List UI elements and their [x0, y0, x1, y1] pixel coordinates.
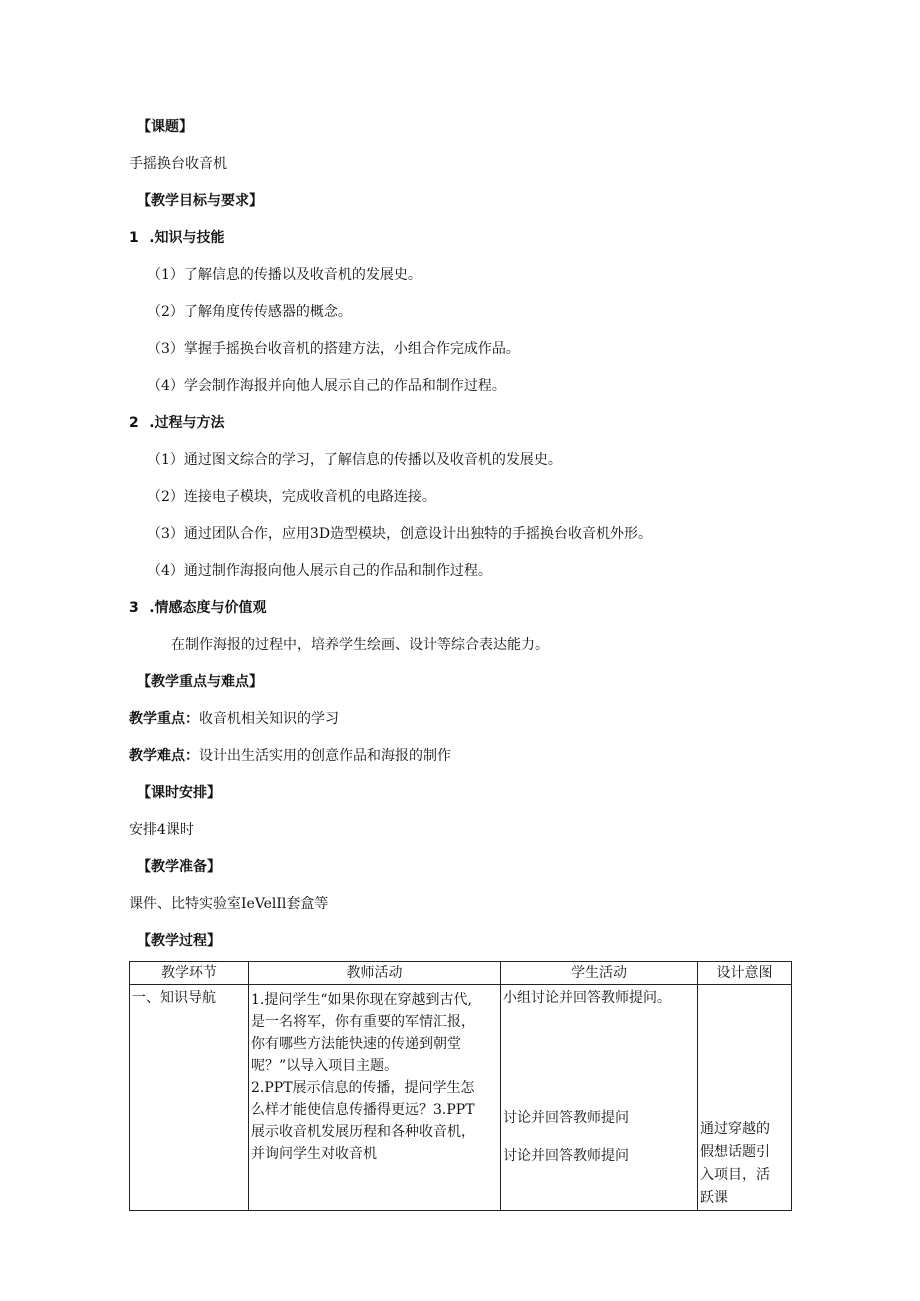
prep-text: 课件、比特实验室IeVelIl套盒等	[129, 896, 329, 912]
stage-cell	[130, 985, 249, 1211]
section1-item-4: （4）学会制作海报并向他人展示自己的作品和制作过程。	[147, 378, 506, 394]
section1-item-1: （1）了解信息的传播以及收音机的发展史。	[147, 267, 422, 283]
teacher-line: 2.PPT展示信息的传播，提问学生怎	[251, 1080, 475, 1096]
teacher-line: 你有哪些方法能快速的传递到朝堂	[251, 1036, 461, 1052]
process-table	[129, 961, 792, 1211]
difficult-point-label: 教学难点：	[129, 748, 199, 764]
intent-line: 跃课	[700, 1190, 728, 1206]
key-point	[129, 710, 339, 728]
schedule-heading: 【课时安排】	[137, 785, 221, 801]
key-point-text: 收音机相关知识的学习	[199, 711, 339, 727]
difficult-point-text: 设计出生活实用的创意作品和海报的制作	[199, 748, 451, 764]
intent-line: 假想话题引	[700, 1144, 770, 1160]
process-heading: 【教学过程】	[137, 933, 221, 949]
intent-line: 入项目，活	[700, 1167, 770, 1183]
key-point-label: 教学重点：	[129, 711, 199, 727]
intent-cell	[698, 985, 792, 1211]
teacher-line: 呢？”以导入项目主题。	[251, 1058, 399, 1074]
section2-title-text: .过程与方法	[149, 415, 225, 431]
teacher-line: 1.提问学生“如果你现在穿越到古代,	[251, 992, 472, 1008]
section3-title-text: .情感态度与价值观	[149, 600, 267, 616]
stage-text: 一、知识导航	[132, 990, 216, 1006]
section1-number: 1	[129, 230, 139, 246]
topic-text: 手摇换台收音机	[129, 156, 227, 172]
section2-item-3: （3）通过团队合作，应用3D造型模块，创意设计出独特的手摇换台收音机外形。	[147, 526, 653, 542]
section1-title-text: .知识与技能	[149, 230, 225, 246]
student-activity-3: 讨论并回答教师提问	[503, 1148, 629, 1164]
teacher-cell	[249, 985, 501, 1211]
difficult-point	[129, 747, 451, 765]
section3-text: 在制作海报的过程中，培养学生绘画、设计等综合表达能力。	[171, 637, 549, 653]
table-header-row	[130, 962, 792, 985]
intent-line: 通过穿越的	[700, 1121, 770, 1137]
teacher-line: 并询问学生对收音机	[251, 1146, 377, 1162]
header-intent: 设计意图	[698, 962, 792, 985]
section3-title	[129, 599, 267, 617]
header-teacher: 教师活动	[249, 962, 501, 985]
topic-heading: 【课题】	[137, 119, 193, 135]
teacher-line: 么样才能使信息传播得更远？3.PPT	[251, 1102, 475, 1118]
teacher-line: 是一名将军，你有重要的军情汇报，	[251, 1014, 475, 1030]
goals-heading: 【教学目标与要求】	[137, 193, 263, 209]
header-stage: 教学环节	[130, 962, 249, 985]
section1-title	[129, 229, 225, 247]
student-activity-2: 讨论并回答教师提问	[503, 1110, 629, 1126]
header-student: 学生活动	[501, 962, 698, 985]
section2-item-1: （1）通过图文综合的学习，了解信息的传播以及收音机的发展史。	[147, 452, 562, 468]
section2-item-4: （4）通过制作海报向他人展示自己的作品和制作过程。	[147, 563, 492, 579]
key-heading: 【教学重点与难点】	[137, 674, 263, 690]
section1-item-2: （2）了解角度传传感器的概念。	[147, 304, 352, 320]
prep-heading: 【教学准备】	[137, 859, 221, 875]
section2-number: 2	[129, 415, 139, 431]
schedule-text: 安排4课时	[129, 822, 194, 838]
table-row	[130, 985, 792, 1211]
section1-item-3: （3）掌握手摇换台收音机的搭建方法，小组合作完成作品。	[147, 341, 520, 357]
student-cell	[501, 985, 698, 1211]
section2-title	[129, 414, 225, 432]
section2-item-2: （2）连接电子模块，完成收音机的电路连接。	[147, 489, 436, 505]
teacher-line: 展示收音机发展历程和各种收音机，	[251, 1124, 475, 1140]
student-activity-1: 小组讨论并回答教师提问。	[503, 990, 671, 1006]
section3-number: 3	[129, 600, 139, 616]
